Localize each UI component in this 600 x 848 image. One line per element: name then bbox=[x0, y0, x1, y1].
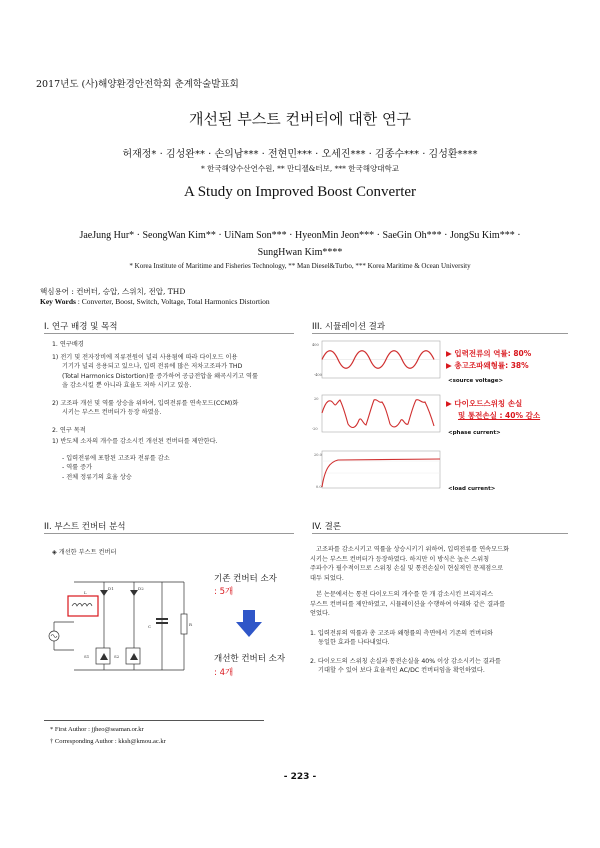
boost-converter-circuit bbox=[44, 570, 204, 680]
svg-text:20.0: 20.0 bbox=[314, 453, 322, 457]
note-power-factor: ▶ 입력전류의 역률: 80% bbox=[446, 349, 532, 358]
subheading-purpose: 2. 연구 목적 bbox=[52, 426, 86, 434]
p3: 1) 반도체 소자의 개수를 감소시킨 개선된 컨버터를 제안한다. bbox=[52, 438, 218, 445]
concl-p1-line1: 고조파를 감소시키고 역률을 상승시키기 위하여, 입력전류를 연속모드화 bbox=[316, 546, 510, 553]
note-switching-loss-line1: ▶ 다이오드스위칭 손실 bbox=[446, 399, 523, 408]
conference-header: 2017년도 (사)해양환경안전학회 춘계학술발표회 bbox=[36, 79, 239, 90]
svg-text:S1: S1 bbox=[84, 654, 90, 659]
section-3-rule bbox=[312, 333, 568, 334]
load-current-plot bbox=[312, 448, 442, 496]
svg-text:-400: -400 bbox=[314, 373, 322, 377]
p2-line2: 시키는 부스트 컨버터가 등장 하였음. bbox=[62, 409, 162, 416]
source-voltage-plot bbox=[312, 338, 442, 386]
bullet-1: - 입력전류에 포함된 고조파 전류를 감소 bbox=[62, 454, 170, 462]
caption-phase-current: <phase current> bbox=[448, 430, 501, 436]
authors-korean: 허재정* · 김성완** · 손의남*** · 전현민*** · 오세진*** · 김종수*** · 김성환**** bbox=[122, 149, 478, 160]
section-3-title: III. 시뮬레이션 결과 bbox=[312, 322, 386, 332]
concl-p1-line2: 시키는 부스트 컨버터가 등장하였다. 하지만 이 방식은 높은 스위칭 bbox=[310, 555, 490, 563]
concl-r1-line2: 동일한 효과를 나타내었다. bbox=[318, 639, 390, 646]
footnote-first-author: * First Author : jjheo@seaman.or.kr bbox=[50, 726, 144, 733]
caption-source-voltage: <source voltage> bbox=[448, 378, 504, 384]
svg-text:S2: S2 bbox=[114, 654, 120, 659]
affiliations-english: * Korea Institute of Maritime and Fisheries Technology, ** Man Diesel&Turbo, *** Korea Maritime & Ocean University bbox=[129, 262, 471, 270]
concl-p1-line4: 대두 되었다. bbox=[310, 574, 344, 582]
svg-text:0.0: 0.0 bbox=[316, 485, 322, 489]
footnote-rule bbox=[44, 720, 264, 721]
caption-load-current: <load current> bbox=[448, 486, 496, 492]
section-1-rule bbox=[44, 333, 294, 334]
section-2-rule bbox=[44, 533, 294, 534]
improved-device-count: : 4개 bbox=[214, 668, 234, 678]
svg-text:D2: D2 bbox=[138, 586, 144, 591]
bullet-3: - 전체 정류기의 효율 상승 bbox=[62, 473, 132, 481]
section-4-body bbox=[310, 545, 572, 676]
improved-device-label: 개선한 컨버터 소자 bbox=[214, 654, 286, 664]
concl-r1-line1: 1. 입력전류의 역률과 총 고조파 왜형률의 측면에서 기존의 컨버터와 bbox=[310, 629, 494, 637]
section-1-title: I. 연구 배경 및 목적 bbox=[44, 322, 118, 332]
subheading-background: 1. 연구배경 bbox=[52, 341, 84, 348]
section-4-title: IV. 결론 bbox=[312, 522, 342, 532]
note-switching-loss-line2: 및 통전손실 : 40% 감소 bbox=[458, 411, 541, 420]
keywords-english-text: : Converter, Boost, Switch, Voltage, Total Harmonics Distortion bbox=[77, 297, 270, 306]
phase-current-plot bbox=[312, 392, 442, 440]
affiliations-korean: * 한국해양수산연수원, ** 만디젤&터보, *** 한국해양대학교 bbox=[200, 164, 399, 173]
authors-english bbox=[50, 227, 550, 261]
paper-title-korean: 개선된 부스트 컨버터에 대한 연구 bbox=[189, 110, 411, 128]
keywords-korean: 핵심용어 : 컨버터, 승압, 스위치, 전압, THD bbox=[40, 287, 186, 296]
p1-line3: (Total Harmonics Distortion)를 증가하여 공급전압을 왜곡시키고 역률 bbox=[62, 372, 258, 380]
concl-p1-line3: 주파수가 필수적이므로 스위칭 손실 및 통전손실이 현실적인 문제점으로 bbox=[310, 565, 504, 572]
svg-text:C: C bbox=[148, 624, 152, 629]
p2-line1: 2) 고조파 개선 및 역률 상승을 위하여, 입력전류를 연속모드(CCM)화 bbox=[52, 399, 239, 407]
concl-r2-line2: 기대할 수 있어 보다 효율적인 AC/DC 컨버터임을 확인하였다. bbox=[318, 667, 485, 674]
svg-text:D1: D1 bbox=[108, 586, 114, 591]
down-arrow-icon bbox=[236, 610, 262, 638]
paper-title-english: A Study on Improved Boost Converter bbox=[183, 184, 417, 200]
authors-english-line2: SungHwan Kim**** bbox=[257, 247, 343, 258]
note-thd: ▶ 총고조파왜형률: 38% bbox=[446, 361, 529, 370]
keywords-english-label: Key Words bbox=[40, 297, 76, 306]
concl-r2-line1: 2. 다이오드의 스위칭 손실과 통전손실을 40% 이상 감소시키는 결과를 bbox=[310, 657, 501, 665]
svg-text:R: R bbox=[189, 622, 193, 627]
keywords-english bbox=[40, 297, 270, 306]
concl-p2-line3: 얻었다. bbox=[310, 610, 330, 617]
p1-line1: 1) 전기 및 전자장비에 직류전원이 널리 사용됨에 따라 다이오드 이용 bbox=[52, 353, 238, 361]
svg-text:L: L bbox=[84, 590, 87, 595]
svg-text:20: 20 bbox=[314, 397, 319, 401]
p1-line4: 을 감소시킬 뿐 아니라 효율도 저하 시키고 있음. bbox=[62, 382, 192, 389]
p1-line2: 기기가 널리 응용되고 있으나, 입력 전류에 많은 저차고조파가 THD bbox=[62, 363, 243, 370]
concl-p2-line2: 부스트 컨버터를 제안하였고, 시뮬레이션을 수행하여 아래와 같은 결과를 bbox=[310, 600, 506, 608]
existing-device-count: : 5개 bbox=[214, 587, 234, 597]
concl-p2-line1: 본 논문에서는 통전 다이오드의 개수를 한 개 감소시킨 브리지리스 bbox=[316, 591, 494, 598]
existing-device-label: 기존 컨버터 소자 bbox=[214, 574, 277, 584]
bullet-2: - 역률 증가 bbox=[62, 464, 93, 471]
page-number: - 223 - bbox=[283, 772, 317, 782]
section-2-title: II. 부스트 컨버터 분석 bbox=[44, 522, 126, 532]
section-1-body bbox=[52, 340, 302, 482]
svg-text:-20: -20 bbox=[312, 427, 318, 431]
section-4-rule bbox=[312, 533, 568, 534]
diagram-caption: ◈ 개선한 부스트 컨버터 bbox=[52, 549, 117, 556]
footnote-corresponding-author: † Corresponding Author : kksh@kmou.ac.kr bbox=[50, 738, 166, 745]
authors-english-line1: JaeJung Hur* · SeongWan Kim** · UiNam Son*** · HyeonMin Jeon*** · SaeGin Oh*** · JongSu Kim*** · bbox=[79, 230, 521, 241]
svg-text:400: 400 bbox=[312, 343, 319, 347]
